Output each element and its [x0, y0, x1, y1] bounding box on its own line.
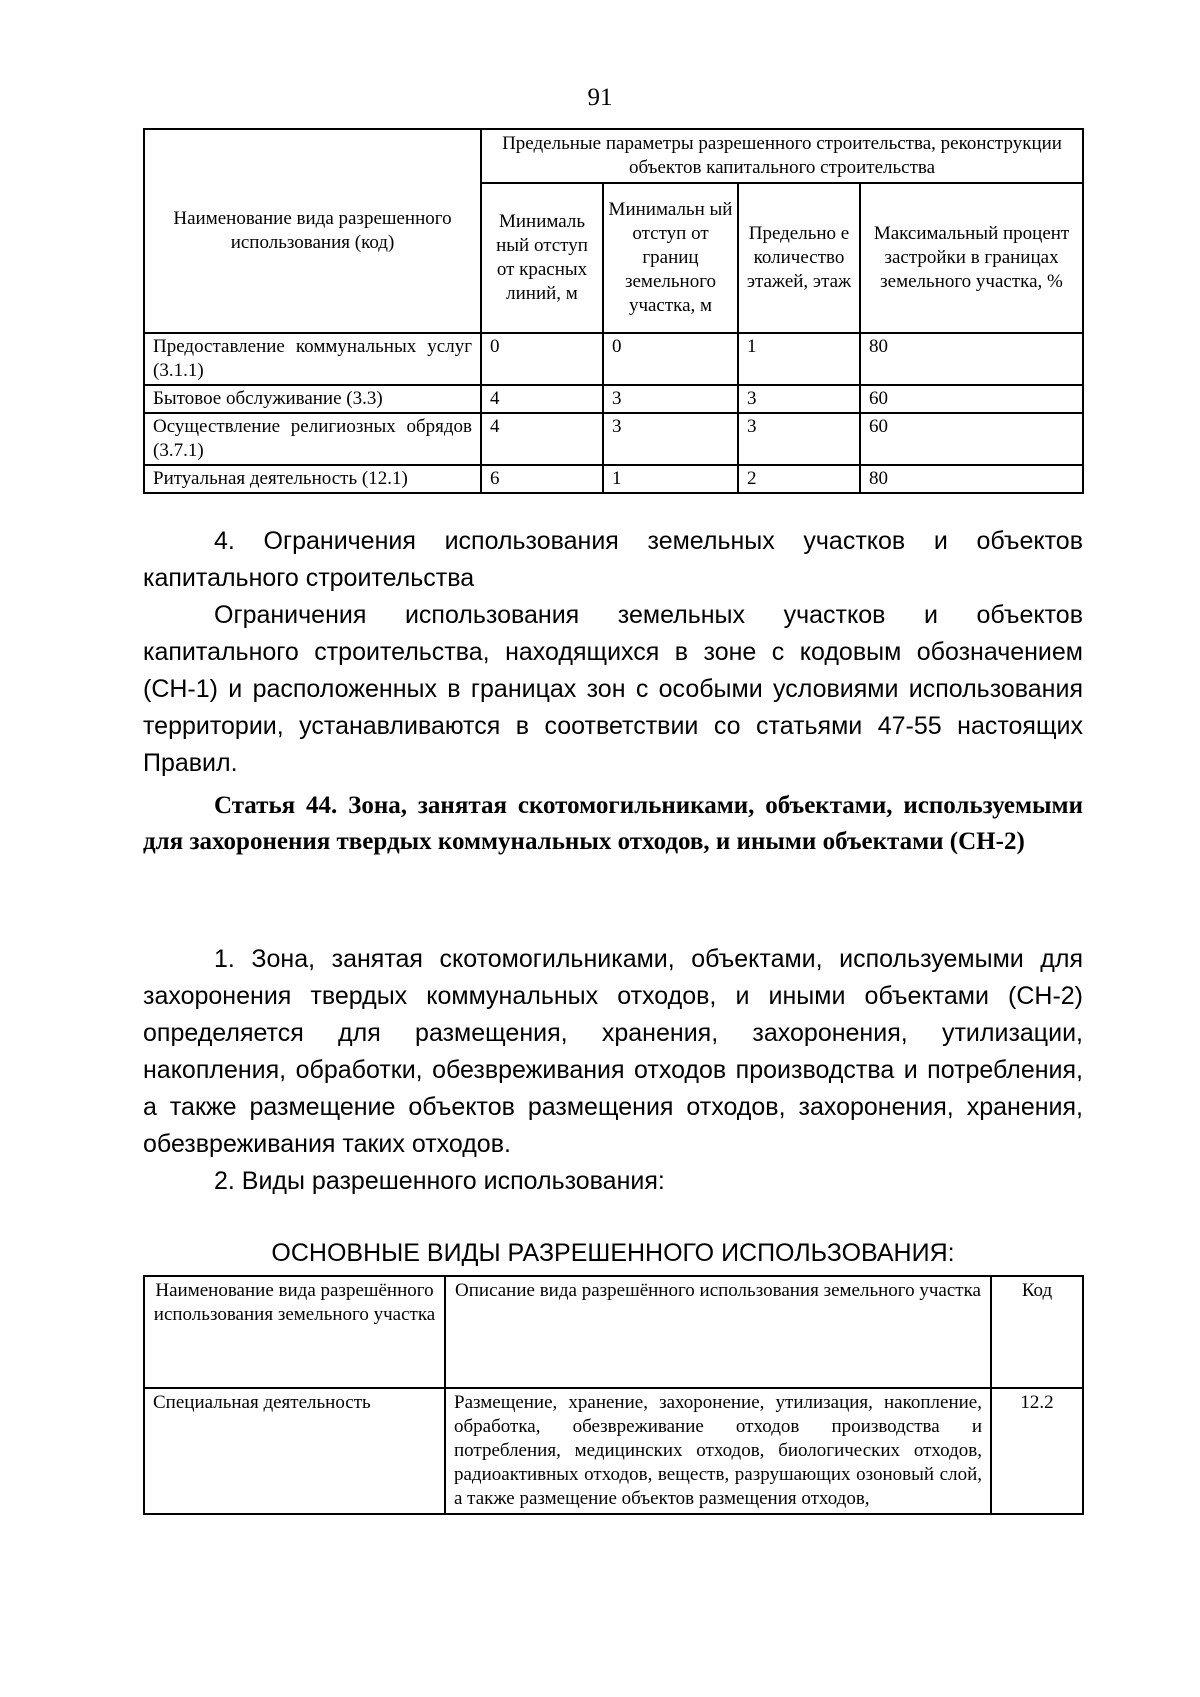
- table-row: [144, 385, 1083, 413]
- row-value: 3: [603, 413, 738, 465]
- row-value: 0: [481, 333, 603, 385]
- row-value: 1: [738, 333, 860, 385]
- paragraph-1: 1. Зона, занятая скотомогильниками, объектами, используемыми для захоронения твердых коммунальных отходов, и иными объектами (СН-2) определяется для размещения, хранения, захоронения, утилизации, накопления, обработки, обезвреживания отходов производства и потребления, а также размещение объектов размещения отходов, захоронения, хранения, обезвреживания таких отходов.: [143, 945, 1083, 1158]
- table-row: [144, 413, 1083, 465]
- row-value: 6: [481, 465, 603, 493]
- use-name: Специальная деятельность: [144, 1388, 445, 1514]
- table-row: [144, 333, 1083, 385]
- parameters-table: [143, 128, 1084, 494]
- section-4-body: Ограничения использования земельных участков и объектов капитального строительства, находящихся в зоне с кодовым обозначением (СН-1) и расположенных в границах зон с особыми условиями использования территории, устанавливаются в соответствии со статьями 47-55 настоящих Правил.: [143, 601, 1083, 777]
- row-name: Осуществление религиозных обрядов (3.7.1): [144, 413, 481, 465]
- header-name: Наименование вида разрешенного использования (код): [144, 129, 481, 333]
- row-value: 60: [860, 413, 1083, 465]
- header-description: Описание вида разрешённого использования земельного участка: [445, 1276, 991, 1388]
- row-value: 80: [860, 333, 1083, 385]
- header-group: Предельные параметры разрешенного строительства, реконструкции объектов капитального строительства: [481, 129, 1083, 183]
- header-name: Наименование вида разрешённого использования земельного участка: [144, 1276, 445, 1388]
- row-value: 60: [860, 385, 1083, 413]
- table-row: [144, 465, 1083, 493]
- table-2-caption: ОСНОВНЫЕ ВИДЫ РАЗРЕШЕННОГО ИСПОЛЬЗОВАНИЯ:: [271, 1239, 955, 1267]
- row-value: 2: [738, 465, 860, 493]
- row-value: 3: [738, 385, 860, 413]
- row-value: 3: [603, 385, 738, 413]
- header-col-1: Минималь ный отступ от красных линий, м: [481, 183, 603, 333]
- row-value: 4: [481, 413, 603, 465]
- row-value: 4: [481, 385, 603, 413]
- section-4: [143, 523, 1083, 782]
- row-value: 1: [603, 465, 738, 493]
- zone-description: [143, 941, 1083, 1200]
- section-4-heading: 4. Ограничения использования земельных участков и объектов капитального строительства: [143, 527, 1083, 592]
- use-code: 12.2: [991, 1388, 1083, 1514]
- table-row: [144, 1388, 1083, 1514]
- paragraph-2: 2. Виды разрешенного использования:: [214, 1167, 665, 1195]
- row-name: Ритуальная деятельность (12.1): [144, 465, 481, 493]
- permitted-uses-table: [143, 1275, 1084, 1515]
- header-col-4: Максимальный процент застройки в границах земельного участка, %: [860, 183, 1083, 333]
- header-code: Код: [991, 1276, 1083, 1388]
- page-number: 91: [587, 84, 613, 111]
- row-value: 0: [603, 333, 738, 385]
- header-col-2: Минимальн ый отступ от границ земельного участка, м: [603, 183, 738, 333]
- row-name: Предоставление коммунальных услуг (3.1.1): [144, 333, 481, 385]
- header-col-3: Предельно е количество этажей, этаж: [738, 183, 860, 333]
- row-value: 80: [860, 465, 1083, 493]
- article-title: [143, 788, 1083, 860]
- row-value: 3: [738, 413, 860, 465]
- article-title-text: Статья 44. Зона, занятая скотомогильниками, объектами, используемыми для захоронения твердых коммунальных отходов, и иными объектами (СН-2): [143, 792, 1083, 855]
- use-description: Размещение, хранение, захоронение, утилизация, накопление, обработка, обезвреживание отходов производства и потребления, медицинских отходов, биологических отходов, радиоактивных отходов, веществ, разрушающих озоновый слой, а также размещение объектов размещения отходов,: [445, 1388, 991, 1514]
- row-name: Бытовое обслуживание (3.3): [144, 385, 481, 413]
